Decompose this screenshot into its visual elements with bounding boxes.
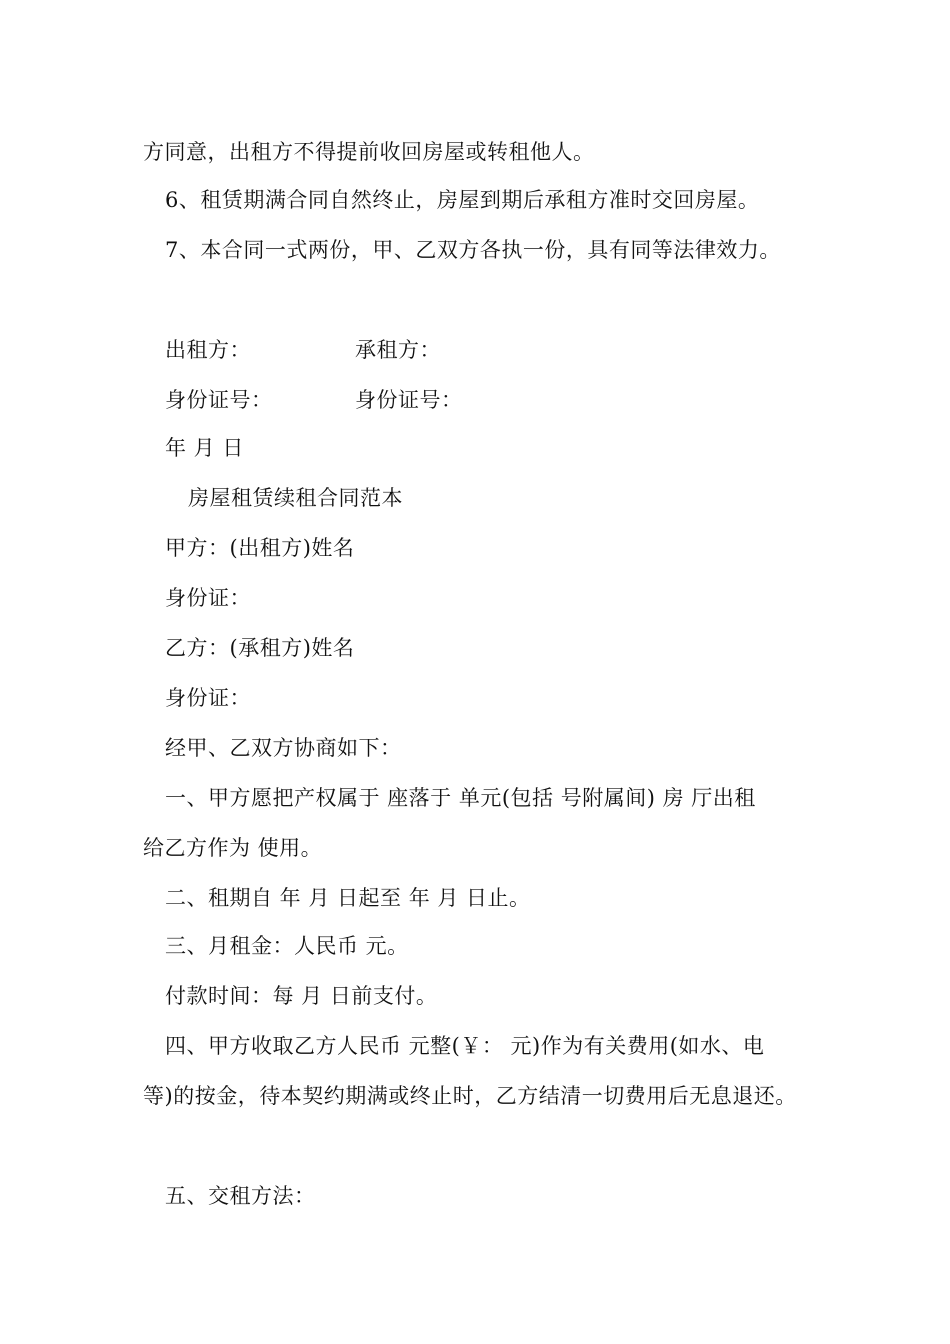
party-b-id-line: 身份证： — [165, 686, 251, 710]
agreement-intro: 经甲、乙双方协商如下： — [165, 736, 402, 760]
lessee-id-label: 身份证号： — [355, 388, 463, 412]
paragraph-line: 方同意，出租方不得提前收回房屋或转租他人。 — [143, 140, 595, 164]
article-4-line-2: 等)的按金，待本契约期满或终止时，乙方结清一切费用后无息退还。 — [143, 1084, 797, 1108]
party-a-id-line: 身份证： — [165, 586, 251, 610]
template-title: 房屋租赁续租合同范本 — [188, 486, 403, 510]
signature-date: 年 月 日 — [165, 436, 244, 460]
lessor-signature-label: 出租方： — [165, 338, 251, 362]
lessor-id-label: 身份证号： — [165, 388, 273, 412]
payment-time: 付款时间：每 月 日前支付。 — [165, 984, 438, 1008]
article-1-line-2: 给乙方作为 使用。 — [143, 836, 323, 860]
article-5: 五、交租方法： — [165, 1184, 316, 1208]
article-1-line-1: 一、甲方愿把产权属于 座落于 单元(包括 号附属间) 房 厅出租 — [165, 786, 756, 810]
article-2: 二、租期自 年 月 日起至 年 月 日止。 — [165, 886, 531, 910]
party-a-line: 甲方：(出租方)姓名 — [165, 536, 355, 560]
party-b-line: 乙方：(承租方)姓名 — [165, 636, 355, 660]
lessee-signature-label: 承租方： — [355, 338, 441, 362]
article-4-line-1: 四、甲方收取乙方人民币 元整(￥： 元)作为有关费用(如水、电 — [165, 1034, 765, 1058]
clause-7: 7、本合同一式两份，甲、乙双方各执一份，具有同等法律效力。 — [165, 238, 781, 262]
clause-6: 6、租赁期满合同自然终止，房屋到期后承租方准时交回房屋。 — [165, 188, 760, 212]
article-3: 三、月租金：人民币 元。 — [165, 934, 409, 958]
